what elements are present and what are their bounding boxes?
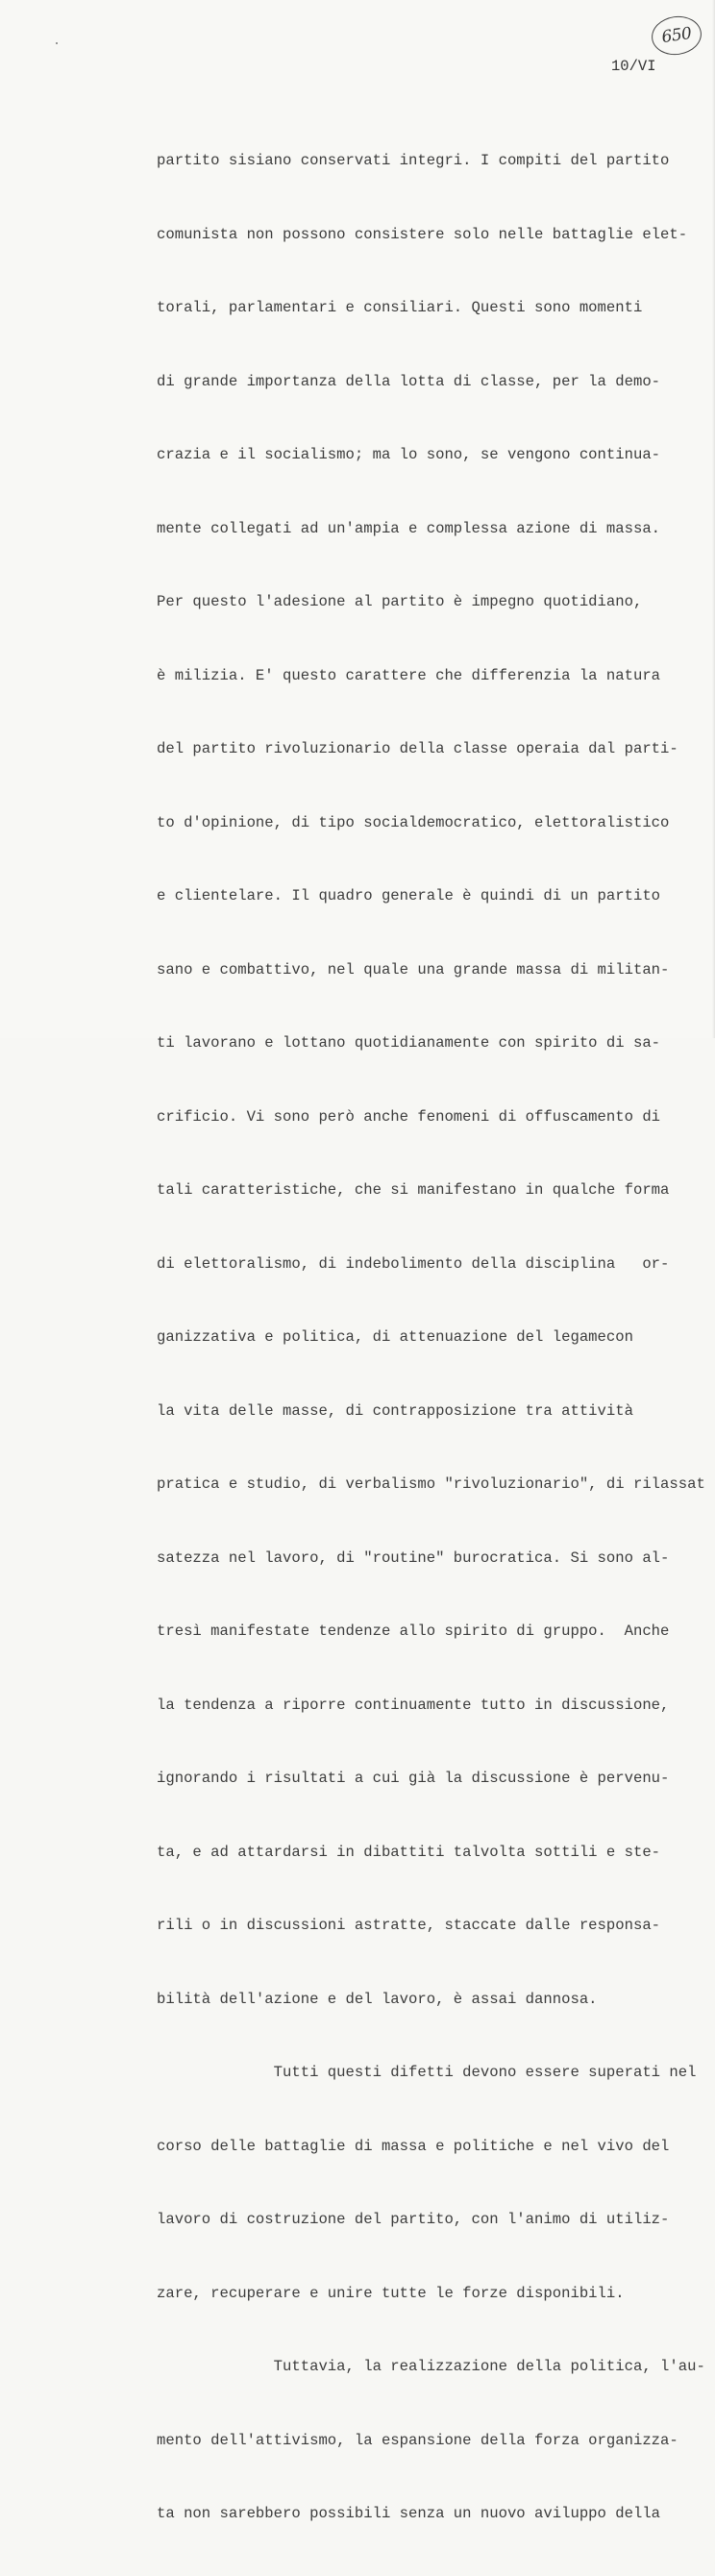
- text-line: crazia e il socialismo; ma lo sono, se vengono continua-: [157, 446, 661, 463]
- text-line: è milizia. E' questo carattere che differenzia la natura: [157, 666, 661, 684]
- text-line: ti lavorano e lottano quotidianamente con spirito di sa-: [157, 1034, 661, 1052]
- text-line: torali, parlamentari e consiliari. Questi sono momenti: [157, 299, 643, 316]
- text-line: sano e combattivo, nel quale una grande massa di militan-: [157, 960, 670, 978]
- text-line: ta, e ad attardarsi in dibattiti talvolta sottili e ste-: [157, 1843, 661, 1861]
- text-line: di elettoralismo, di indebolimento della disciplina or-: [157, 1254, 670, 1273]
- text-line: rili o in discussioni astratte, staccate dalle responsa-: [157, 1917, 661, 1934]
- body-text: [157, 100, 705, 2576]
- text-line: tresì manifestate tendenze allo spirito di gruppo. Anche: [157, 1622, 670, 1640]
- text-line: lavoro di costruzione del partito, con l'animo di utiliz-: [157, 2211, 670, 2228]
- text-line: di grande importanza della lotta di classe, per la demo-: [157, 372, 661, 390]
- text-line: ignorando i risultati a cui già la discussione è pervenu-: [157, 1770, 670, 1787]
- text-line: Tuttavia, la realizzazione della politica, l'au-: [157, 2358, 705, 2375]
- text-line: Per questo l'adesione al partito è impegno quotidiano,: [157, 593, 643, 610]
- text-line: tali caratteristiche, che si manifestano in qualche forma: [157, 1181, 670, 1199]
- page-number: 10/VI: [611, 58, 656, 75]
- text-line: pratica e studio, di verbalismo "rivoluzionario", di rilassat: [157, 1475, 705, 1493]
- text-line: partito sisiano conservati integri. I compiti del partito: [157, 152, 670, 169]
- text-line: del partito rivoluzionario della classe operaia dal parti-: [157, 740, 678, 757]
- text-line: mente collegati ad un'ampia e complessa azione di massa.: [157, 519, 661, 537]
- text-line: satezza nel lavoro, di "routine" burocratica. Si sono al-: [157, 1548, 670, 1567]
- stamp-number: 650: [660, 23, 693, 48]
- scan-speck: [56, 42, 58, 44]
- text-line: to d'opinione, di tipo socialdemocratico, elettoralistico: [157, 813, 670, 831]
- text-line: comunista non possono consistere solo nelle battaglie elet-: [157, 225, 688, 243]
- text-line: e clientelare. Il quadro generale è quindi di un partito: [157, 887, 661, 904]
- text-line: mento dell'attivismo, la espansione della forza organizza-: [157, 2431, 678, 2449]
- text-line: corso delle battaglie di massa e politiche e nel vivo del: [157, 2137, 670, 2155]
- text-line: Tutti questi difetti devono essere superati nel: [157, 2064, 697, 2081]
- text-line: zare, recuperare e unire tutte le forze disponibili.: [157, 2284, 625, 2302]
- text-line: bilità dell'azione e del lavoro, è assai dannosa.: [157, 1990, 598, 2008]
- text-line: ganizzativa e politica, di attenuazione del legamecon: [157, 1328, 633, 1346]
- archive-stamp: [649, 13, 703, 59]
- text-line: la tendenza a riporre continuamente tutto in discussione,: [157, 1696, 670, 1714]
- text-line: ta non sarebbero possibili senza un nuovo aviluppo della: [157, 2505, 661, 2522]
- text-line: crificio. Vi sono però anche fenomeni di offuscamento di: [157, 1107, 661, 1126]
- text-line: la vita delle masse, di contrapposizione tra attività: [157, 1401, 633, 1420]
